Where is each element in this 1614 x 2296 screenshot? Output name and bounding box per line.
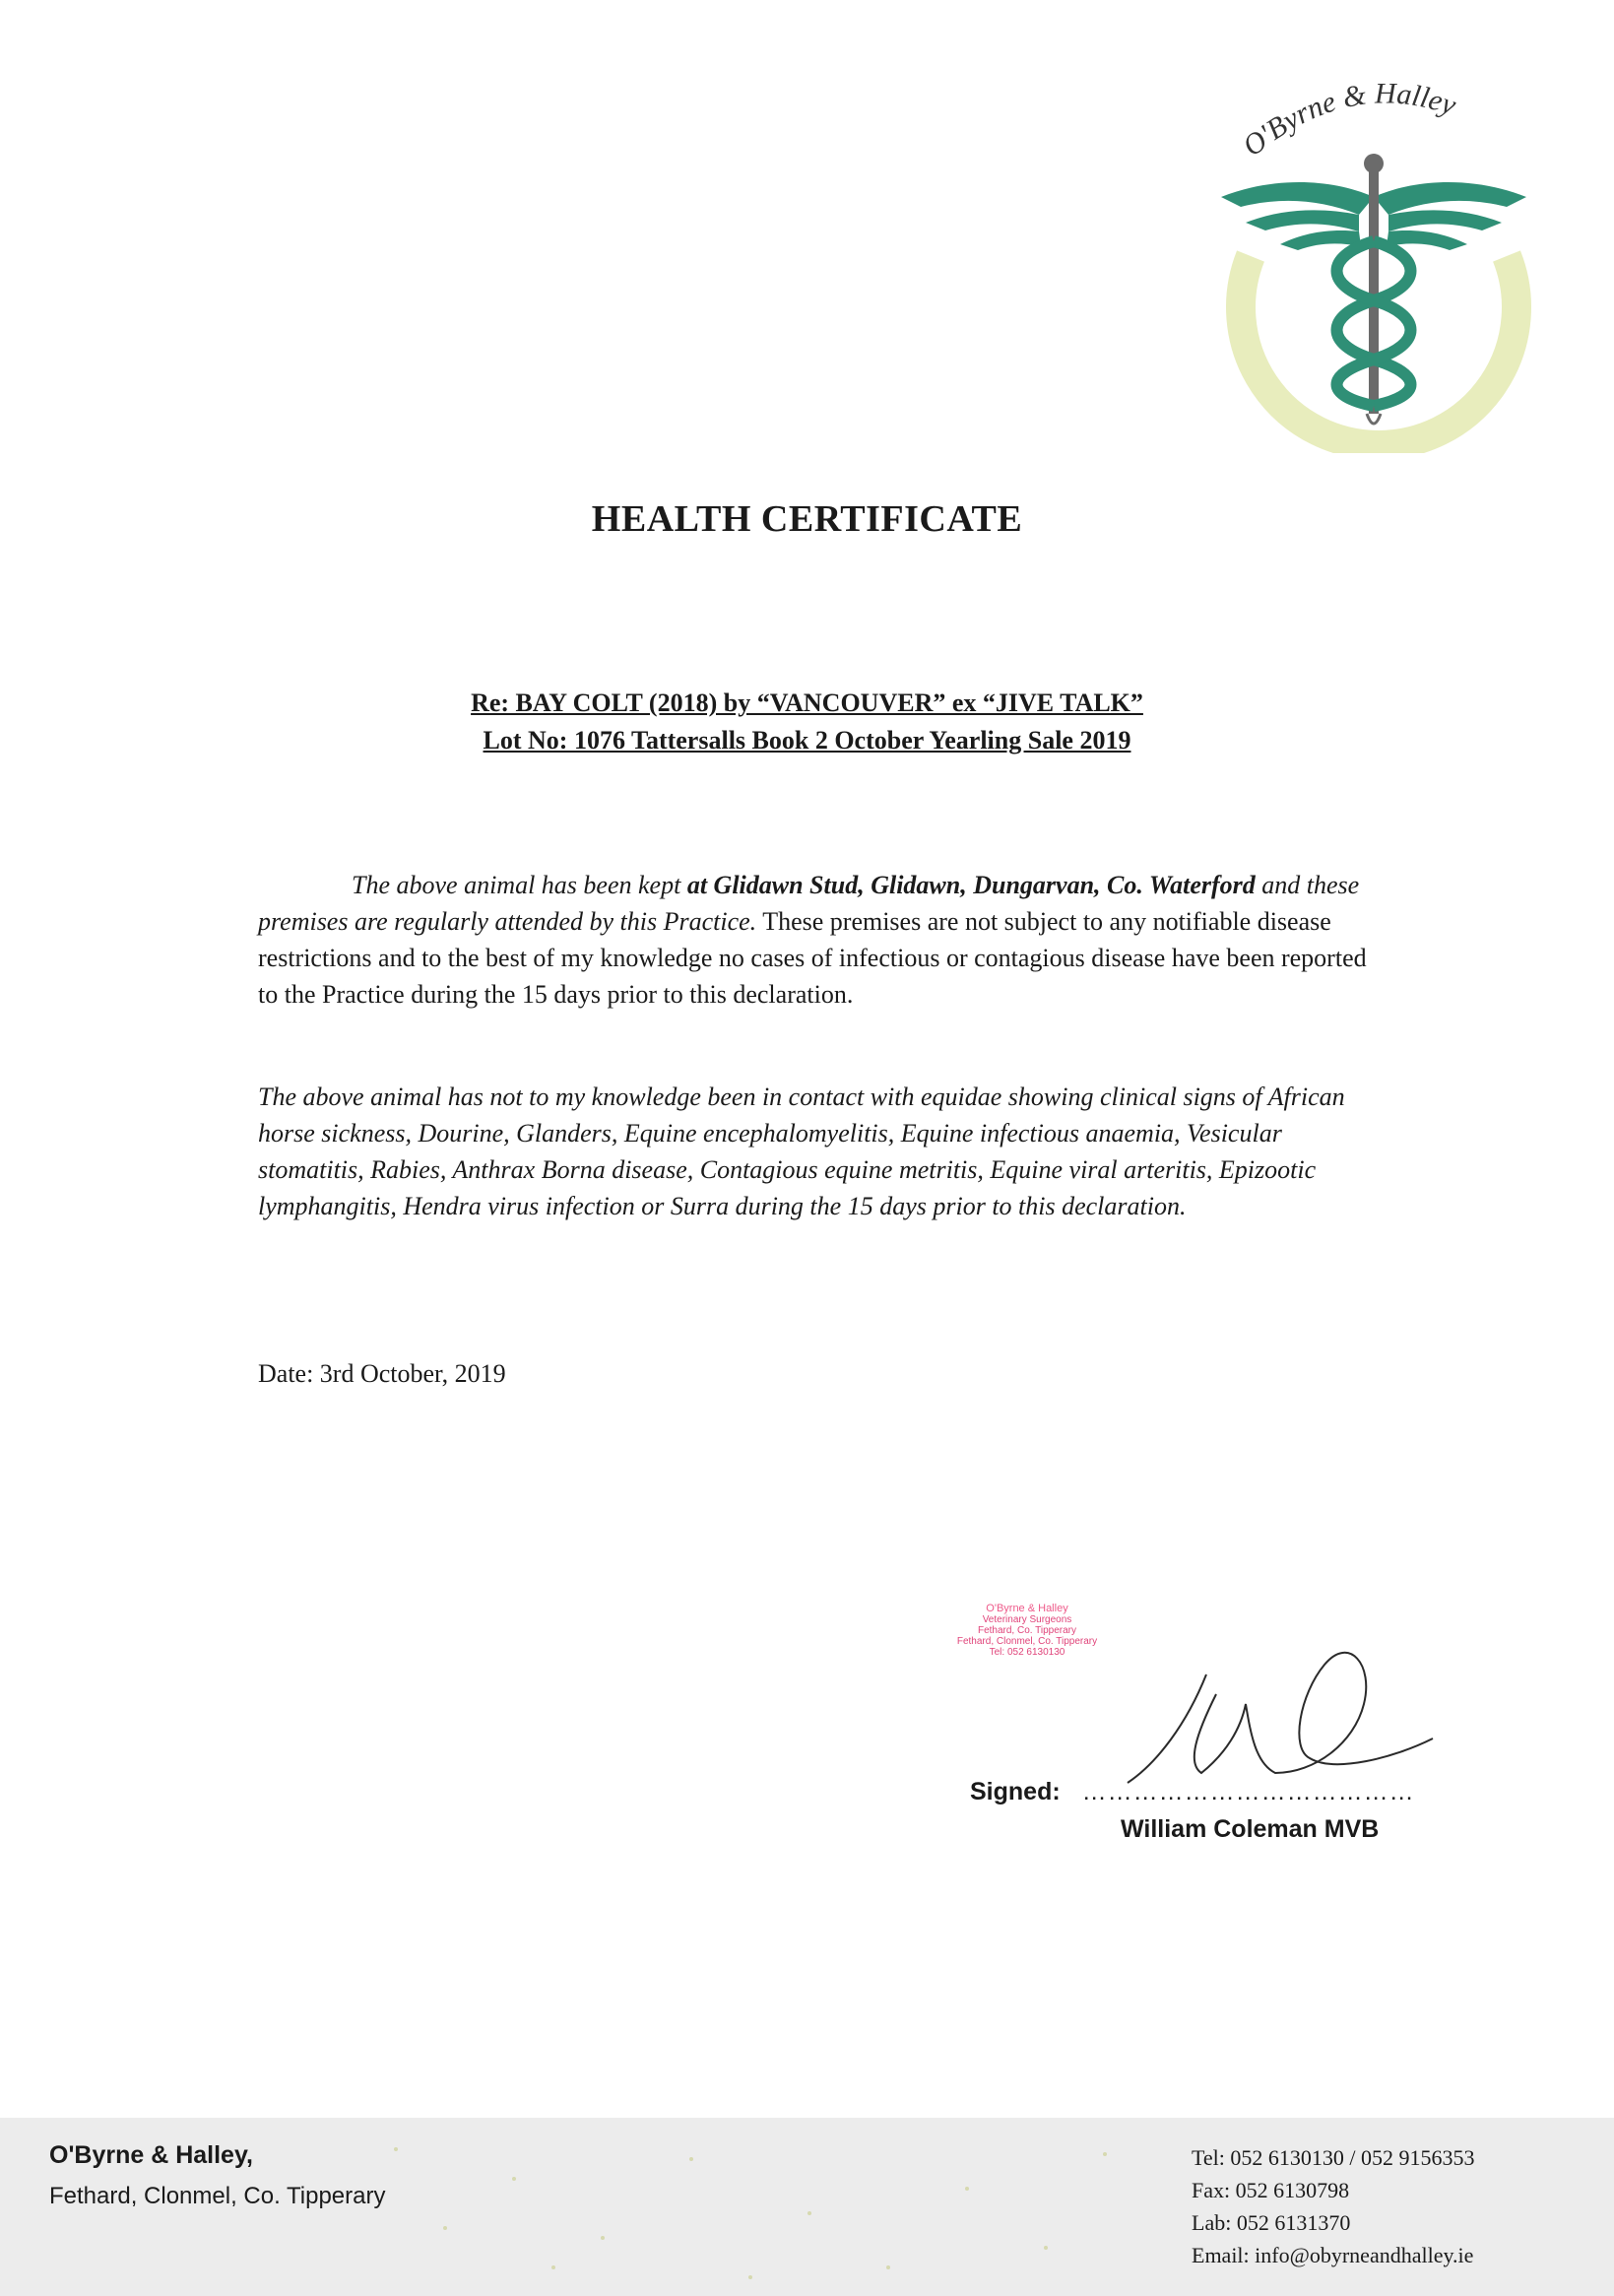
certificate-date: Date: 3rd October, 2019 (258, 1359, 506, 1388)
practice-logo (1211, 59, 1536, 453)
signature-dots: ………………………………… (1081, 1778, 1415, 1805)
footer-firm-name: O'Byrne & Halley, (49, 2141, 253, 2169)
signed-line (970, 1778, 1415, 1806)
disease-contact-statement: The above animal has not to my knowledge been in contact with equidae showing clinical signs of African horse sickness, Dourine, Glanders, Equine encephalomyelitis, Equine infectious anaemia, Vesicular stomatitis, Rabies, Anthrax Borna disease, Contagious equine metritis, Equine viral arteritis, Epizootic lymphangitis, Hendra virus infection or Surra during the 15 days prior to this declaration. (258, 1082, 1345, 1220)
footer-address: Fethard, Clonmel, Co. Tipperary (49, 2183, 386, 2209)
handwritten-signature (1118, 1635, 1453, 1793)
premises-location: at Glidawn Stud, Glidawn, Dungarvan, Co. Waterford (686, 871, 1256, 899)
signer-name: William Coleman MVB (1121, 1815, 1380, 1843)
premises-statement (258, 867, 1381, 1013)
stamp-line: Fethard, Clonmel, Co. Tipperary (956, 1636, 1098, 1647)
footer-lab: Lab: 052 6131370 (1192, 2210, 1351, 2235)
premises-attended: and these premises are regularly attended by this Practice. (258, 871, 1360, 936)
document-title: HEALTH CERTIFICATE (591, 498, 1023, 540)
stamp-line: O'Byrne & Halley (986, 1603, 1068, 1614)
footer-tel: Tel: 052 6130130 / 052 9156353 (1192, 2145, 1475, 2170)
footer-email[interactable]: Email: info@obyrneandhalley.ie (1192, 2243, 1474, 2267)
stamp-line: Fethard, Co. Tipperary (977, 1625, 1077, 1636)
logo-text: O'Byrne & Halley (1236, 77, 1460, 164)
subject-line-lot: Lot No: 1076 Tattersalls Book 2 October Yearling Sale 2019 (483, 726, 1131, 754)
premises-rest: These premises are not subject to any notifiable disease restrictions and to the best of my knowledge no cases of infectious or contagious disease have been reported to the Practice during the 15 days prior to this declaration. (258, 907, 1367, 1009)
letterhead-footer (0, 2118, 1614, 2296)
caduceus-icon (1211, 138, 1536, 453)
practice-stamp (934, 1604, 1121, 1658)
footer-fax: Fax: 052 6130798 (1192, 2178, 1350, 2202)
subject-block (0, 685, 1614, 759)
premises-intro: The above animal has been kept (352, 871, 681, 899)
signed-label: Signed: (970, 1778, 1061, 1805)
stamp-line: Veterinary Surgeons (982, 1614, 1072, 1625)
footer-contacts (1192, 2141, 1475, 2271)
subject-line-horse: Re: BAY COLT (2018) by “VANCOUVER” ex “JIVE TALK” (471, 689, 1143, 717)
stamp-line: Tel: 052 6130130 (989, 1647, 1065, 1658)
